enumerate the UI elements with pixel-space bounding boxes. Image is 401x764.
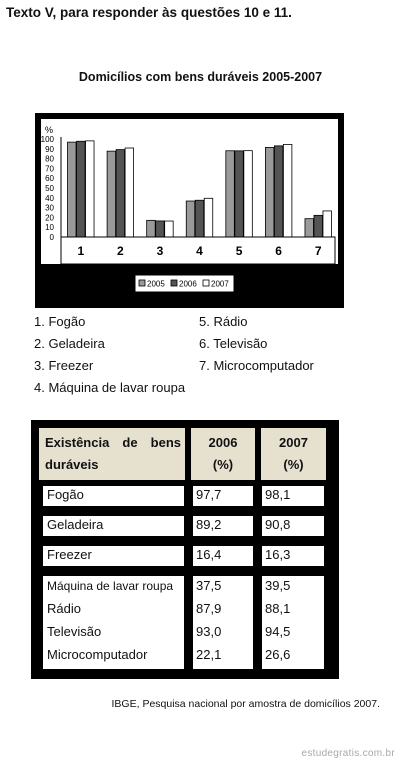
bar-2006 [116,150,125,237]
key-item: 5. Rádio [199,314,248,329]
table-row-label: Televisão [47,624,102,639]
y-tick-label: 60 [45,174,54,184]
bar-2006 [314,215,323,237]
table-header-2006 [191,428,255,480]
table-cell-2007: 88,1 [265,601,291,616]
x-tick-label: 4 [196,244,203,258]
bar-2006 [235,151,244,237]
table-cell-2007: 98,1 [260,484,326,508]
table-group-2006 [191,574,255,671]
bar-2007 [86,141,95,237]
x-tick-label: 2 [117,244,124,258]
table-row-label: Microcomputador [47,647,148,662]
y-tick-label: 0 [49,233,54,242]
bar-2005 [186,201,195,237]
source-caption: IBGE, Pesquisa nacional por amostra de domicílios 2007. [111,698,380,710]
bar-2007 [244,151,253,237]
header-2006-year: 2006 [208,435,238,450]
bar-2007 [283,144,292,237]
category-key-left [34,311,185,399]
y-tick-label: 90 [45,144,54,154]
legend-label-2006: 2006 [179,279,197,289]
bar-2007 [204,198,213,237]
table-cell-2007: 26,6 [265,647,291,662]
durable-goods-table [31,420,339,679]
y-axis-label: % [45,125,54,135]
table-group-2007 [260,574,326,671]
bar-2005 [226,151,235,237]
bar-2005 [265,147,274,237]
y-tick-label: 30 [45,203,54,213]
x-tick-label: 6 [275,244,282,258]
header-item-line: Existência de bens [45,435,181,450]
table-row-label: Geladeira [41,514,186,538]
y-tick-label: 80 [45,154,54,164]
table-cell-2006: 87,9 [196,601,222,616]
y-tick-label: 10 [45,223,54,233]
bar-2005 [147,220,156,237]
table-cell-2007: 90,8 [260,514,326,538]
page-heading: Texto V, para responder às questões 10 e 11. [6,5,292,20]
table-row-label: Freezer [41,544,186,568]
table-cell-2006: 97,7 [191,484,255,508]
y-tick-label: 20 [45,213,54,223]
legend-label-2007: 2007 [211,279,229,289]
key-item: 3. Freezer [34,358,94,373]
bar-2007 [125,148,134,237]
chart-svg [35,113,344,308]
header-2007-year: 2007 [279,435,308,450]
x-tick-label: 7 [314,244,322,258]
bar-2005 [68,142,77,237]
x-tick-label: 1 [77,244,85,258]
header-2006-unit: (%) [212,457,234,472]
table-row-group-labels [41,574,186,671]
table-header-2007 [261,428,326,480]
legend-swatch-2006 [171,280,177,286]
bar-2006 [195,200,204,237]
table-cell-2007: 94,5 [265,624,291,639]
bar-2007 [165,221,174,237]
y-tick-label: 100 [40,135,54,144]
bar-chart [35,113,344,308]
chart-title: Domicílios com bens duráveis 2005-2007 [78,70,323,84]
bar-2005 [107,151,116,237]
table-cell-2006: 93,0 [196,624,222,639]
key-item: 1. Fogão [34,314,86,329]
header-item-line: duráveis [45,457,99,472]
table-row-label: Rádio [47,601,81,616]
category-key-right [199,311,314,377]
x-tick-label: 3 [156,244,164,258]
x-tick-label: 5 [235,244,243,258]
key-item: 2. Geladeira [34,336,105,351]
bar-2006 [77,141,86,237]
table-cell-2006: 89,2 [191,514,255,538]
y-tick-label: 70 [45,164,54,174]
bar-2007 [323,211,332,237]
table-header-item [39,428,185,480]
bar-2006 [156,221,165,237]
legend-swatch-2007 [203,280,209,286]
header-2007-unit: (%) [283,457,304,472]
table-cell-2007: 16,3 [260,544,326,568]
bar-2006 [274,146,283,237]
legend-label-2005: 2005 [147,279,165,289]
key-item: 6. Televisão [199,336,268,351]
bar-2005 [305,219,314,237]
table-cell-2006: 16,4 [191,544,255,568]
table-cell-2006: 22,1 [196,647,222,662]
key-item: 7. Microcomputador [199,358,314,373]
site-watermark: estudegratis.com.br [301,748,395,759]
y-tick-label: 50 [45,184,54,193]
table-cell-2006: 37,5 [196,578,222,593]
table-row-label: Máquina de lavar roupa [47,579,174,593]
key-item: 4. Máquina de lavar roupa [34,380,186,395]
table-row-label: Fogão [41,484,186,508]
table-cell-2007: 39,5 [265,578,291,593]
y-tick-label: 40 [45,193,54,203]
legend-swatch-2005 [139,280,145,286]
